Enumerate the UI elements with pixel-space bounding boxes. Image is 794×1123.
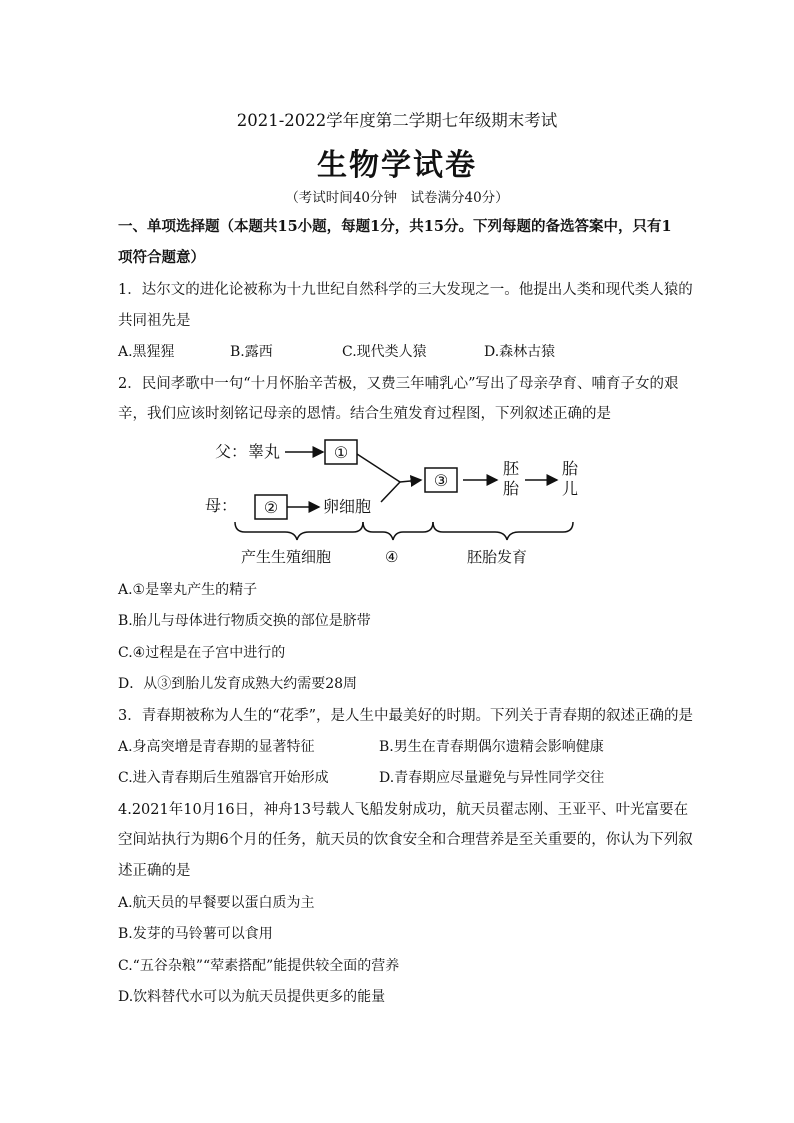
q4-stem-line1: 4.2021年10月16日，神舟13号载人飞船发射成功，航天员翟志刚、王亚平、叶光富要在 (118, 802, 689, 818)
q4-stem-line2: 空间站执行为期6个月的任务，航天员的饮食安全和合理营养是至关重要的，你认为下列叙 (118, 832, 693, 848)
section-heading-line2: 项符合题意） (118, 249, 205, 266)
q3-option-d: D.青春期应尽量避免与异性同学交往 (379, 770, 605, 786)
q1-stem-line2: 共同祖先是 (118, 313, 191, 329)
father-label: 父： (215, 442, 248, 461)
mother-label: 母： (205, 496, 238, 515)
q2-option-c: C.④过程是在子宫中进行的 (118, 645, 286, 661)
q2-option-a: A.①是睾丸产生的精子 (118, 582, 258, 598)
q2-option-d: D．从③到胎儿发育成熟大约需要28周 (118, 676, 358, 692)
q2-stem-line1: 2．民间孝歌中一句“十月怀胎辛苦极，又费三年哺乳心”写出了母亲孕育、哺育子女的艰 (118, 376, 679, 392)
q4-stem-line3: 述正确的是 (118, 863, 191, 879)
q1-option-a: A.黑猩猩 (118, 344, 175, 360)
merge-line-sperm (357, 454, 400, 482)
fetus-label-2: 儿 (562, 479, 579, 498)
q4-option-b: B.发芽的马铃薯可以食用 (118, 926, 273, 942)
subject-title: 生物学试卷 (317, 148, 477, 183)
q2-stem-line2: 辛，我们应该时刻铭记母亲的恩情。结合生殖发育过程图，下列叙述正确的是 (118, 406, 611, 422)
reproduction-diagram (205, 432, 585, 572)
q3-option-c: C.进入青春期后生殖器官开始形成 (118, 770, 329, 786)
q1-option-c: C.现代类人猿 (342, 344, 427, 360)
brace-stage2 (363, 522, 433, 540)
brace-stage3 (433, 522, 573, 540)
fetus-label-1: 胎 (562, 459, 579, 478)
q4-option-c: C.“五谷杂粮”“荤素搭配”能提供较全面的营养 (118, 958, 400, 974)
q4-option-d: D.饮料替代水可以为航天员提供更多的能量 (118, 989, 386, 1005)
q1-option-d: D.森林古猿 (484, 344, 556, 360)
q1-stem-line1: 1．达尔文的进化论被称为十九世纪自然科学的三大发现之一。他提出人类和现代类人猿的 (118, 282, 693, 298)
testis-label: 睾丸 (248, 442, 281, 461)
exam-info: （考试时间40分钟 试卷满分40分） (285, 190, 509, 206)
stage3-label: 胚胎发育 (467, 548, 528, 566)
brace-stage1 (235, 522, 363, 540)
embryo-label-1: 胚 (503, 459, 520, 478)
q1-option-b: B.露西 (230, 344, 273, 360)
stage2-label: ④ (385, 548, 399, 566)
box-2-label: ② (263, 498, 279, 517)
q3-option-b: B.男生在青春期偶尔遗精会影响健康 (379, 739, 604, 755)
section-heading-line1: 一、单项选择题（本题共15小题，每题1分，共15分。下列每题的备选答案中，只有1 (118, 218, 672, 235)
stage1-label: 产生生殖细胞 (241, 548, 332, 566)
box-3-label: ③ (433, 471, 449, 490)
arrow-to-3 (400, 480, 421, 482)
box-1-label: ① (333, 443, 349, 462)
q2-option-b: B.胎儿与母体进行物质交换的部位是脐带 (118, 613, 371, 629)
egg-label: 卵细胞 (323, 497, 372, 516)
exam-title: 2021-2022学年度第二学期七年级期末考试 (236, 111, 558, 130)
q3-option-a: A.身高突增是青春期的显著特征 (118, 739, 315, 755)
embryo-label-2: 胎 (503, 479, 520, 498)
q4-option-a: A.航天员的早餐要以蛋白质为主 (118, 895, 315, 911)
merge-line-egg (381, 482, 400, 502)
q3-stem: 3．青春期被称为人生的“花季”，是人生中最美好的时期。下列关于青春期的叙述正确的是 (118, 708, 694, 724)
